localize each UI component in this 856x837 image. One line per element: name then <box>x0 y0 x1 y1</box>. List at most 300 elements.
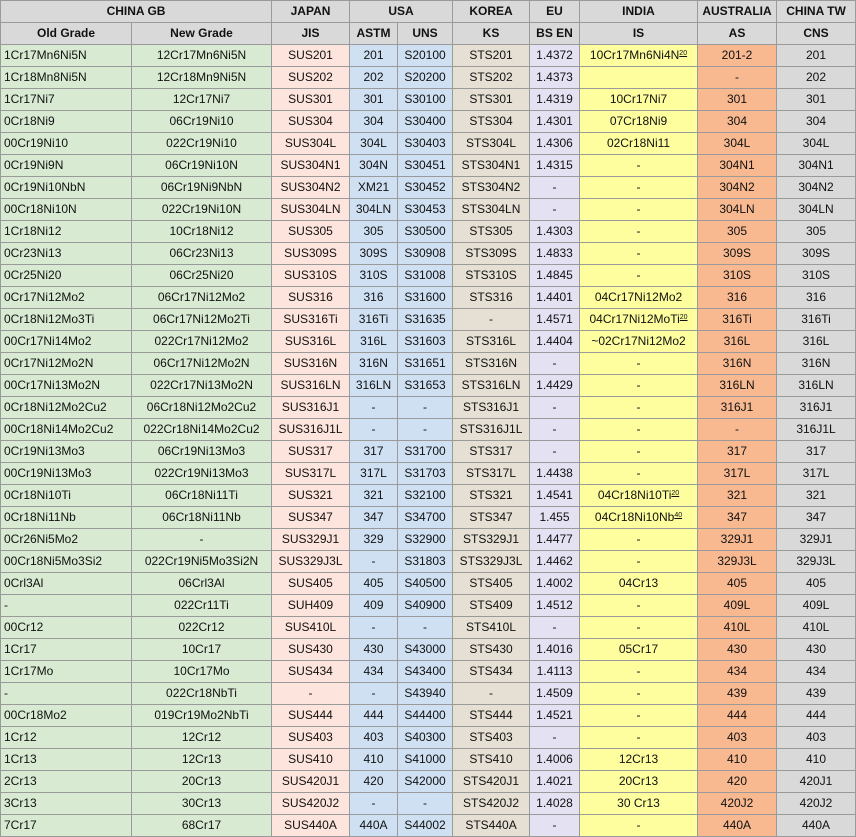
cell-jis: SUS347 <box>272 507 350 529</box>
cell-astm: 329 <box>350 529 398 551</box>
cell-is: 04Cr13 <box>580 573 698 595</box>
cell-cns: 316LN <box>777 375 856 397</box>
cell-as: 410L <box>698 617 777 639</box>
cell-old-grade: 0Cr19Ni13Mo3 <box>1 441 132 463</box>
cell-uns: S32900 <box>398 529 453 551</box>
cell-uns: S31600 <box>398 287 453 309</box>
cell-uns: S31700 <box>398 441 453 463</box>
cell-as: 316J1 <box>698 397 777 419</box>
cell-old-grade: 0Cr17Ni12Mo2 <box>1 287 132 309</box>
cell-jis: SUS304 <box>272 111 350 133</box>
cell-as: 310S <box>698 265 777 287</box>
cell-is <box>580 45 698 67</box>
cell-old-grade: 00Cr18Ni5Mo3Si2 <box>1 551 132 573</box>
cell-astm: 409 <box>350 595 398 617</box>
cell-old-grade: - <box>1 595 132 617</box>
cell-as: 316L <box>698 331 777 353</box>
cell-old-grade: 00Cr18Ni14Mo2Cu2 <box>1 419 132 441</box>
cell-uns: S30500 <box>398 221 453 243</box>
cell-jis: SUS316J1L <box>272 419 350 441</box>
cell-as: 430 <box>698 639 777 661</box>
cell-cns: 317L <box>777 463 856 485</box>
cell-as: 309S <box>698 243 777 265</box>
cell-old-grade: 1Cr13 <box>1 749 132 771</box>
cell-new-grade: 10Cr17Mo <box>132 661 272 683</box>
cell-bs-en: - <box>530 441 580 463</box>
cell-bs-en: 1.4021 <box>530 771 580 793</box>
is-grade-text: 04Cr18Ni10Nb <box>594 510 675 524</box>
table-row <box>1 529 856 551</box>
cell-is: - <box>580 705 698 727</box>
cell-astm: 434 <box>350 661 398 683</box>
group-header-china-gb: CHINA GB <box>1 1 272 23</box>
cell-ks: STS317 <box>453 441 530 463</box>
cell-astm: 317L <box>350 463 398 485</box>
cell-uns: S32100 <box>398 485 453 507</box>
cell-new-grade: 022Cr19Ni5Mo3Si2N <box>132 551 272 573</box>
cell-new-grade: 30Cr13 <box>132 793 272 815</box>
cell-as: 316N <box>698 353 777 375</box>
cell-new-grade: 022Cr17Ni13Mo2N <box>132 375 272 397</box>
cell-old-grade: 1Cr17Mn6Ni5N <box>1 45 132 67</box>
cell-jis: SUH409 <box>272 595 350 617</box>
cell-astm: - <box>350 683 398 705</box>
cell-bs-en: 1.4541 <box>530 485 580 507</box>
cell-ks: STS434 <box>453 661 530 683</box>
cell-ks: STS409 <box>453 595 530 617</box>
cell-jis: - <box>272 683 350 705</box>
table-row <box>1 45 856 67</box>
table-row <box>1 749 856 771</box>
cell-astm: 410 <box>350 749 398 771</box>
table-row <box>1 331 856 353</box>
cell-is: - <box>580 661 698 683</box>
cell-bs-en: 1.4006 <box>530 749 580 771</box>
cell-old-grade: 0Cr19Ni9N <box>1 155 132 177</box>
cell-bs-en: 1.4002 <box>530 573 580 595</box>
cell-is <box>580 67 698 89</box>
cell-uns: - <box>398 617 453 639</box>
cell-old-grade: 00Cr12 <box>1 617 132 639</box>
cell-astm: 430 <box>350 639 398 661</box>
cell-jis: SUS317 <box>272 441 350 463</box>
cell-is: 05Cr17 <box>580 639 698 661</box>
cell-jis: SUS316J1 <box>272 397 350 419</box>
cell-new-grade: 019Cr19Mo2NbTi <box>132 705 272 727</box>
cell-is: - <box>580 397 698 419</box>
cell-is: - <box>580 155 698 177</box>
table-row <box>1 463 856 485</box>
cell-is: - <box>580 243 698 265</box>
cell-astm: - <box>350 793 398 815</box>
cell-cns: 420J1 <box>777 771 856 793</box>
cell-is: - <box>580 617 698 639</box>
cell-old-grade: 0Cr18Ni11Nb <box>1 507 132 529</box>
cell-cns: 316L <box>777 331 856 353</box>
cell-cns: 317 <box>777 441 856 463</box>
cell-uns: S40900 <box>398 595 453 617</box>
cell-new-grade: 022Cr18NbTi <box>132 683 272 705</box>
cell-as: 440A <box>698 815 777 837</box>
cell-is: 20Cr13 <box>580 771 698 793</box>
column-header-is: IS <box>580 23 698 45</box>
cell-new-grade: 10Cr17 <box>132 639 272 661</box>
cell-new-grade: 12Cr13 <box>132 749 272 771</box>
cell-bs-en: - <box>530 815 580 837</box>
cell-is: - <box>580 683 698 705</box>
cell-bs-en: 1.4477 <box>530 529 580 551</box>
cell-new-grade: 06Cr18Ni11Nb <box>132 507 272 529</box>
cell-astm: 444 <box>350 705 398 727</box>
table-row <box>1 595 856 617</box>
cell-is: - <box>580 551 698 573</box>
cell-bs-en: 1.4028 <box>530 793 580 815</box>
table-row <box>1 265 856 287</box>
cell-bs-en: - <box>530 353 580 375</box>
cell-uns: S31653 <box>398 375 453 397</box>
cell-is: - <box>580 529 698 551</box>
cell-old-grade: 1Cr17Ni7 <box>1 89 132 111</box>
cell-as: 305 <box>698 221 777 243</box>
cell-uns: S43400 <box>398 661 453 683</box>
cell-cns: 304 <box>777 111 856 133</box>
cell-as: 304N1 <box>698 155 777 177</box>
cell-astm: 304N <box>350 155 398 177</box>
cell-new-grade: 12Cr17Mn6Ni5N <box>132 45 272 67</box>
cell-uns: S31635 <box>398 309 453 331</box>
cell-as: 317 <box>698 441 777 463</box>
cell-old-grade: 0Cr18Ni12Mo3Ti <box>1 309 132 331</box>
cell-as: 405 <box>698 573 777 595</box>
cell-bs-en: 1.4833 <box>530 243 580 265</box>
cell-jis: SUS430 <box>272 639 350 661</box>
cell-cns: 201 <box>777 45 856 67</box>
cell-new-grade: 06Cr19Ni10N <box>132 155 272 177</box>
cell-is: - <box>580 419 698 441</box>
cell-bs-en: 1.4113 <box>530 661 580 683</box>
cell-cns: 304N1 <box>777 155 856 177</box>
cell-new-grade: 06Cr25Ni20 <box>132 265 272 287</box>
group-header-korea: KOREA <box>453 1 530 23</box>
cell-as: 304L <box>698 133 777 155</box>
cell-old-grade: 00Cr18Ni10N <box>1 199 132 221</box>
cell-as: 304LN <box>698 199 777 221</box>
cell-bs-en: 1.4319 <box>530 89 580 111</box>
cell-astm: 405 <box>350 573 398 595</box>
is-grade-text: 10Cr17Mn6Ni4N <box>589 48 680 62</box>
cell-uns: S30452 <box>398 177 453 199</box>
cell-is: 07Cr18Ni9 <box>580 111 698 133</box>
is-grade-text: 04Cr18Ni10Ti <box>597 488 672 502</box>
cell-astm: 201 <box>350 45 398 67</box>
cell-old-grade: 1Cr18Mn8Ni5N <box>1 67 132 89</box>
cell-old-grade: 2Cr13 <box>1 771 132 793</box>
table-row <box>1 397 856 419</box>
cell-new-grade: 20Cr13 <box>132 771 272 793</box>
table-row <box>1 705 856 727</box>
cell-astm: 202 <box>350 67 398 89</box>
column-header-row <box>1 23 856 45</box>
cell-astm: 440A <box>350 815 398 837</box>
cell-is <box>580 485 698 507</box>
cell-bs-en: 1.4303 <box>530 221 580 243</box>
cell-bs-en: - <box>530 617 580 639</box>
cell-old-grade: 0Crl3Al <box>1 573 132 595</box>
cell-as: 444 <box>698 705 777 727</box>
cell-bs-en: 1.4016 <box>530 639 580 661</box>
table-row <box>1 771 856 793</box>
table-row <box>1 375 856 397</box>
cell-bs-en: 1.4372 <box>530 45 580 67</box>
cell-jis: SUS444 <box>272 705 350 727</box>
cell-as: 329J1 <box>698 529 777 551</box>
cell-is: - <box>580 595 698 617</box>
column-header-new-grade: New Grade <box>132 23 272 45</box>
column-header-old-grade: Old Grade <box>1 23 132 45</box>
cell-bs-en: 1.4401 <box>530 287 580 309</box>
cell-astm: 347 <box>350 507 398 529</box>
cell-bs-en: - <box>530 727 580 749</box>
cell-uns: - <box>398 419 453 441</box>
cell-bs-en: 1.455 <box>530 507 580 529</box>
cell-astm: 316 <box>350 287 398 309</box>
cell-jis: SUS434 <box>272 661 350 683</box>
cell-as: 304N2 <box>698 177 777 199</box>
is-grade-superscript: 20 <box>679 314 688 321</box>
cell-cns: 329J1 <box>777 529 856 551</box>
cell-as: 301 <box>698 89 777 111</box>
table-row <box>1 111 856 133</box>
cell-new-grade: 022Cr17Ni12Mo2 <box>132 331 272 353</box>
cell-astm: 316LN <box>350 375 398 397</box>
cell-as: 317L <box>698 463 777 485</box>
cell-new-grade: 06Cr17Ni12Mo2 <box>132 287 272 309</box>
cell-uns: S31803 <box>398 551 453 573</box>
cell-astm: - <box>350 419 398 441</box>
cell-uns: S30453 <box>398 199 453 221</box>
table-row <box>1 199 856 221</box>
cell-old-grade: 3Cr13 <box>1 793 132 815</box>
cell-old-grade: 0Cr18Ni9 <box>1 111 132 133</box>
cell-jis: SUS410L <box>272 617 350 639</box>
cell-cns: 434 <box>777 661 856 683</box>
cell-cns: 310S <box>777 265 856 287</box>
cell-jis: SUS301 <box>272 89 350 111</box>
cell-bs-en: - <box>530 177 580 199</box>
cell-as: - <box>698 419 777 441</box>
cell-bs-en: 1.4315 <box>530 155 580 177</box>
table-row <box>1 485 856 507</box>
column-header-jis: JIS <box>272 23 350 45</box>
cell-ks: STS347 <box>453 507 530 529</box>
cell-ks: STS329J3L <box>453 551 530 573</box>
group-header-australia: AUSTRALIA <box>698 1 777 23</box>
cell-cns: 347 <box>777 507 856 529</box>
cell-cns: 316 <box>777 287 856 309</box>
cell-old-grade: 00Cr17Ni13Mo2N <box>1 375 132 397</box>
cell-new-grade: 022Cr12 <box>132 617 272 639</box>
cell-as: 439 <box>698 683 777 705</box>
cell-jis: SUS410 <box>272 749 350 771</box>
cell-as: 420 <box>698 771 777 793</box>
cell-as: 347 <box>698 507 777 529</box>
cell-as: 304 <box>698 111 777 133</box>
cell-bs-en: 1.4438 <box>530 463 580 485</box>
cell-cns: 329J3L <box>777 551 856 573</box>
cell-ks: STS316N <box>453 353 530 375</box>
cell-ks: STS316L <box>453 331 530 353</box>
table-body <box>1 45 856 837</box>
column-header-bs-en: BS EN <box>530 23 580 45</box>
cell-old-grade: 0Cr26Ni5Mo2 <box>1 529 132 551</box>
cell-ks: STS317L <box>453 463 530 485</box>
cell-is: - <box>580 815 698 837</box>
cell-ks: STS444 <box>453 705 530 727</box>
cell-cns: 309S <box>777 243 856 265</box>
cell-is: - <box>580 221 698 243</box>
cell-as: 409L <box>698 595 777 617</box>
is-grade-superscript: 20 <box>671 490 680 497</box>
cell-old-grade: - <box>1 683 132 705</box>
cell-uns: S20200 <box>398 67 453 89</box>
cell-uns: S31703 <box>398 463 453 485</box>
cell-astm: 316Ti <box>350 309 398 331</box>
cell-new-grade: 12Cr17Ni7 <box>132 89 272 111</box>
cell-new-grade: 022Cr19Ni10 <box>132 133 272 155</box>
cell-jis: SUS317L <box>272 463 350 485</box>
cell-bs-en: 1.4845 <box>530 265 580 287</box>
cell-cns: 439 <box>777 683 856 705</box>
cell-new-grade: 022Cr18Ni14Mo2Cu2 <box>132 419 272 441</box>
cell-new-grade: 022Cr19Ni10N <box>132 199 272 221</box>
cell-old-grade: 0Cr18Ni12Mo2Cu2 <box>1 397 132 419</box>
table-row <box>1 353 856 375</box>
cell-cns: 304N2 <box>777 177 856 199</box>
cell-new-grade: 06Cr19Ni13Mo3 <box>132 441 272 463</box>
cell-new-grade: 68Cr17 <box>132 815 272 837</box>
cell-astm: 301 <box>350 89 398 111</box>
cell-ks: STS316LN <box>453 375 530 397</box>
cell-cns: 405 <box>777 573 856 595</box>
cell-new-grade: 06Cr19Ni10 <box>132 111 272 133</box>
cell-ks: STS304LN <box>453 199 530 221</box>
cell-jis: SUS316N <box>272 353 350 375</box>
group-header-china-tw: CHINA TW <box>777 1 856 23</box>
cell-bs-en: 1.4512 <box>530 595 580 617</box>
cell-is <box>580 309 698 331</box>
is-grade-text: 04Cr17Ni12MoTi <box>589 312 680 326</box>
cell-new-grade: 06Cr23Ni13 <box>132 243 272 265</box>
is-grade-superscript: 20 <box>679 50 688 57</box>
cell-ks: STS304N2 <box>453 177 530 199</box>
cell-astm: 309S <box>350 243 398 265</box>
cell-is: - <box>580 199 698 221</box>
cell-is <box>580 507 698 529</box>
cell-astm: 316L <box>350 331 398 353</box>
cell-is: - <box>580 727 698 749</box>
cell-astm: 420 <box>350 771 398 793</box>
table-row <box>1 419 856 441</box>
cell-astm: - <box>350 617 398 639</box>
cell-new-grade: 06Cr17Ni12Mo2N <box>132 353 272 375</box>
cell-old-grade: 0Cr19Ni10NbN <box>1 177 132 199</box>
cell-ks: STS304 <box>453 111 530 133</box>
group-header-japan: JAPAN <box>272 1 350 23</box>
cell-ks: STS201 <box>453 45 530 67</box>
cell-uns: S41000 <box>398 749 453 771</box>
table-row <box>1 309 856 331</box>
table-row <box>1 89 856 111</box>
cell-is: - <box>580 375 698 397</box>
cell-cns: 410 <box>777 749 856 771</box>
table-row <box>1 133 856 155</box>
table-row <box>1 507 856 529</box>
cell-uns: S34700 <box>398 507 453 529</box>
cell-uns: S31008 <box>398 265 453 287</box>
cell-bs-en: 1.4373 <box>530 67 580 89</box>
cell-as: 316 <box>698 287 777 309</box>
cell-new-grade: 06Cr18Ni12Mo2Cu2 <box>132 397 272 419</box>
cell-ks: - <box>453 683 530 705</box>
table-row <box>1 683 856 705</box>
cell-bs-en: 1.4301 <box>530 111 580 133</box>
cell-ks: STS304N1 <box>453 155 530 177</box>
cell-old-grade: 1Cr17 <box>1 639 132 661</box>
cell-uns: S43000 <box>398 639 453 661</box>
cell-jis: SUS305 <box>272 221 350 243</box>
cell-uns: S44002 <box>398 815 453 837</box>
cell-uns: S44400 <box>398 705 453 727</box>
table-row <box>1 67 856 89</box>
cell-ks: STS310S <box>453 265 530 287</box>
cell-cns: 304LN <box>777 199 856 221</box>
cell-jis: SUS329J1 <box>272 529 350 551</box>
table-row <box>1 551 856 573</box>
cell-uns: S31651 <box>398 353 453 375</box>
cell-ks: STS440A <box>453 815 530 837</box>
cell-bs-en: 1.4571 <box>530 309 580 331</box>
cell-uns: S30908 <box>398 243 453 265</box>
cell-as: 329J3L <box>698 551 777 573</box>
cell-old-grade: 00Cr18Mo2 <box>1 705 132 727</box>
cell-uns: S42000 <box>398 771 453 793</box>
cell-new-grade: 12Cr18Mn9Ni5N <box>132 67 272 89</box>
cell-jis: SUS304N1 <box>272 155 350 177</box>
cell-uns: S31603 <box>398 331 453 353</box>
cell-jis: SUS316L <box>272 331 350 353</box>
cell-bs-en: - <box>530 419 580 441</box>
cell-jis: SUS420J2 <box>272 793 350 815</box>
cell-is: - <box>580 177 698 199</box>
cell-astm: 304L <box>350 133 398 155</box>
cell-cns: 410L <box>777 617 856 639</box>
cell-ks: - <box>453 309 530 331</box>
table-row <box>1 155 856 177</box>
cell-astm: 403 <box>350 727 398 749</box>
cell-jis: SUS304L <box>272 133 350 155</box>
cell-astm: - <box>350 551 398 573</box>
cell-as: 201-2 <box>698 45 777 67</box>
cell-ks: STS420J1 <box>453 771 530 793</box>
cell-astm: 304 <box>350 111 398 133</box>
cell-is: - <box>580 463 698 485</box>
table-row <box>1 617 856 639</box>
cell-as: 434 <box>698 661 777 683</box>
cell-ks: STS304L <box>453 133 530 155</box>
cell-ks: STS301 <box>453 89 530 111</box>
cell-bs-en: 1.4404 <box>530 331 580 353</box>
table-row <box>1 661 856 683</box>
